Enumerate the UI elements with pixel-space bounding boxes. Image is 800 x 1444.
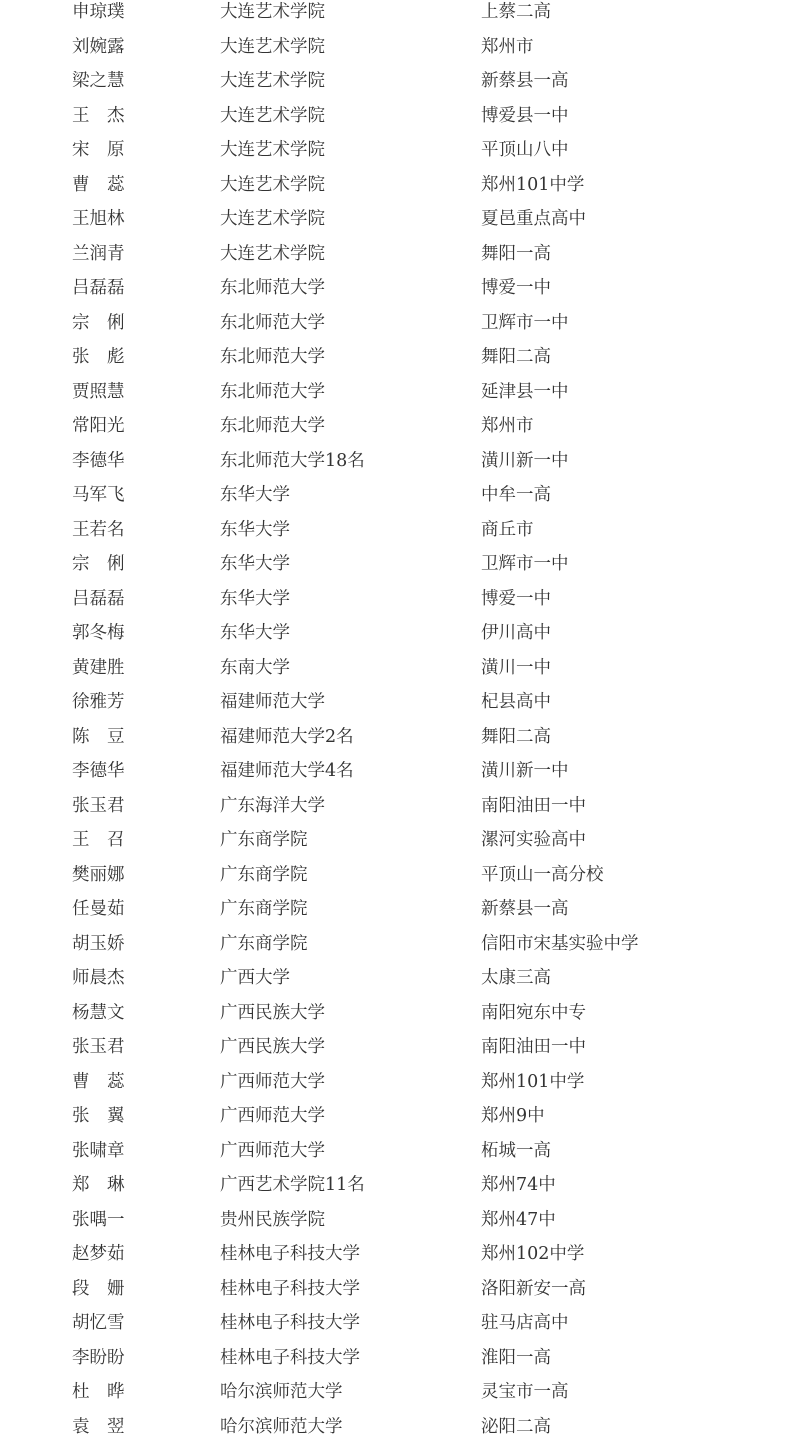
list-row bbox=[0, 651, 800, 686]
list-row bbox=[0, 1237, 800, 1272]
student-name: 郭冬梅 bbox=[72, 616, 125, 651]
university-name: 大连艺术学院 bbox=[220, 202, 325, 237]
university-name: 东华大学 bbox=[220, 513, 290, 548]
university-name: 广西师范大学 bbox=[220, 1065, 325, 1100]
university-name: 东南大学 bbox=[220, 651, 290, 686]
university-name: 东北师范大学 bbox=[220, 271, 325, 306]
student-name: 王 召 bbox=[72, 823, 125, 858]
student-name: 杨慧文 bbox=[72, 996, 125, 1031]
university-name: 哈尔滨师范大学 bbox=[220, 1410, 343, 1444]
high-school-name: 郑州市 bbox=[481, 409, 534, 444]
university-name: 广西民族大学 bbox=[220, 1030, 325, 1065]
list-row bbox=[0, 271, 800, 306]
high-school-name: 平顶山八中 bbox=[481, 133, 569, 168]
high-school-name: 新蔡县一高 bbox=[481, 64, 569, 99]
university-name: 大连艺术学院 bbox=[220, 99, 325, 134]
list-row bbox=[0, 99, 800, 134]
student-name: 王若名 bbox=[72, 513, 125, 548]
university-name: 广西大学 bbox=[220, 961, 290, 996]
high-school-name: 郑州74中 bbox=[481, 1168, 556, 1203]
university-name: 东北师范大学18名 bbox=[220, 444, 365, 479]
university-name: 桂林电子科技大学 bbox=[220, 1272, 360, 1307]
student-name: 赵梦茹 bbox=[72, 1237, 125, 1272]
high-school-name: 潢川一中 bbox=[481, 651, 551, 686]
university-name: 广西民族大学 bbox=[220, 996, 325, 1031]
student-name: 吕磊磊 bbox=[72, 582, 125, 617]
high-school-name: 太康三高 bbox=[481, 961, 551, 996]
university-name: 桂林电子科技大学 bbox=[220, 1341, 360, 1376]
list-row bbox=[0, 1410, 800, 1444]
list-row bbox=[0, 409, 800, 444]
high-school-name: 舞阳一高 bbox=[481, 237, 551, 272]
student-name: 曹 蕊 bbox=[72, 168, 125, 203]
student-name: 胡玉娇 bbox=[72, 927, 125, 962]
list-row bbox=[0, 1099, 800, 1134]
high-school-name: 中牟一高 bbox=[481, 478, 551, 513]
list-row bbox=[0, 1030, 800, 1065]
high-school-name: 伊川高中 bbox=[481, 616, 551, 651]
high-school-name: 驻马店高中 bbox=[481, 1306, 569, 1341]
university-name: 广东商学院 bbox=[220, 892, 308, 927]
high-school-name: 郑州9中 bbox=[481, 1099, 545, 1134]
student-name: 曹 蕊 bbox=[72, 1065, 125, 1100]
list-row bbox=[0, 547, 800, 582]
student-name: 杜 晔 bbox=[72, 1375, 125, 1410]
high-school-name: 郑州102中学 bbox=[481, 1237, 584, 1272]
list-row bbox=[0, 444, 800, 479]
high-school-name: 洛阳新安一高 bbox=[481, 1272, 586, 1307]
university-name: 东华大学 bbox=[220, 582, 290, 617]
high-school-name: 郑州市 bbox=[481, 30, 534, 65]
university-name: 福建师范大学2名 bbox=[220, 720, 354, 755]
university-name: 哈尔滨师范大学 bbox=[220, 1375, 343, 1410]
student-name: 宗 俐 bbox=[72, 306, 125, 341]
list-row bbox=[0, 30, 800, 65]
student-name: 段 姗 bbox=[72, 1272, 125, 1307]
university-name: 东北师范大学 bbox=[220, 340, 325, 375]
student-name: 郑 琳 bbox=[72, 1168, 125, 1203]
university-name: 广东海洋大学 bbox=[220, 789, 325, 824]
high-school-name: 卫辉市一中 bbox=[481, 306, 569, 341]
list-row bbox=[0, 1306, 800, 1341]
high-school-name: 漯河实验高中 bbox=[481, 823, 586, 858]
student-name: 吕磊磊 bbox=[72, 271, 125, 306]
student-name: 樊丽娜 bbox=[72, 858, 125, 893]
high-school-name: 郑州47中 bbox=[481, 1203, 556, 1238]
student-name: 李德华 bbox=[72, 754, 125, 789]
high-school-name: 郑州101中学 bbox=[481, 1065, 584, 1100]
student-name: 刘婉露 bbox=[72, 30, 125, 65]
high-school-name: 舞阳二高 bbox=[481, 340, 551, 375]
university-name: 广东商学院 bbox=[220, 858, 308, 893]
student-name: 张 彪 bbox=[72, 340, 125, 375]
list-row bbox=[0, 0, 800, 30]
student-name: 李德华 bbox=[72, 444, 125, 479]
high-school-name: 郑州101中学 bbox=[481, 168, 584, 203]
list-row bbox=[0, 996, 800, 1031]
list-row bbox=[0, 789, 800, 824]
list-row bbox=[0, 892, 800, 927]
university-name: 东华大学 bbox=[220, 547, 290, 582]
list-row bbox=[0, 823, 800, 858]
list-row bbox=[0, 478, 800, 513]
list-row bbox=[0, 927, 800, 962]
list-row bbox=[0, 306, 800, 341]
high-school-name: 信阳市宋基实验中学 bbox=[481, 927, 639, 962]
list-row bbox=[0, 1203, 800, 1238]
university-name: 福建师范大学4名 bbox=[220, 754, 354, 789]
list-row bbox=[0, 375, 800, 410]
list-row bbox=[0, 64, 800, 99]
university-name: 贵州民族学院 bbox=[220, 1203, 325, 1238]
student-name: 张喁一 bbox=[72, 1203, 125, 1238]
student-name: 胡忆雪 bbox=[72, 1306, 125, 1341]
university-name: 东北师范大学 bbox=[220, 306, 325, 341]
university-name: 大连艺术学院 bbox=[220, 30, 325, 65]
list-row bbox=[0, 616, 800, 651]
list-row bbox=[0, 858, 800, 893]
high-school-name: 博爱县一中 bbox=[481, 99, 569, 134]
high-school-name: 杞县高中 bbox=[481, 685, 551, 720]
high-school-name: 淮阳一高 bbox=[481, 1341, 551, 1376]
list-row bbox=[0, 133, 800, 168]
student-name: 张 翼 bbox=[72, 1099, 125, 1134]
student-name: 宗 俐 bbox=[72, 547, 125, 582]
university-name: 广东商学院 bbox=[220, 927, 308, 962]
high-school-name: 舞阳二高 bbox=[481, 720, 551, 755]
university-name: 东华大学 bbox=[220, 478, 290, 513]
high-school-name: 卫辉市一中 bbox=[481, 547, 569, 582]
student-name: 张玉君 bbox=[72, 1030, 125, 1065]
university-name: 大连艺术学院 bbox=[220, 133, 325, 168]
list-row bbox=[0, 237, 800, 272]
university-name: 东华大学 bbox=[220, 616, 290, 651]
student-name: 黄建胜 bbox=[72, 651, 125, 686]
high-school-name: 博爱一中 bbox=[481, 271, 551, 306]
student-name: 马军飞 bbox=[72, 478, 125, 513]
list-row bbox=[0, 202, 800, 237]
list-row bbox=[0, 340, 800, 375]
university-name: 大连艺术学院 bbox=[220, 168, 325, 203]
student-name: 常阳光 bbox=[72, 409, 125, 444]
high-school-name: 南阳宛东中专 bbox=[481, 996, 586, 1031]
list-row bbox=[0, 582, 800, 617]
student-name: 兰润青 bbox=[72, 237, 125, 272]
high-school-name: 潢川新一中 bbox=[481, 754, 569, 789]
university-name: 桂林电子科技大学 bbox=[220, 1306, 360, 1341]
list-row bbox=[0, 685, 800, 720]
list-row bbox=[0, 961, 800, 996]
student-name: 徐雅芳 bbox=[72, 685, 125, 720]
high-school-name: 南阳油田一中 bbox=[481, 789, 586, 824]
student-name: 李盼盼 bbox=[72, 1341, 125, 1376]
student-name: 任曼茹 bbox=[72, 892, 125, 927]
high-school-name: 上蔡二高 bbox=[481, 0, 551, 30]
university-name: 广西师范大学 bbox=[220, 1134, 325, 1169]
university-name: 东北师范大学 bbox=[220, 375, 325, 410]
student-name: 贾照慧 bbox=[72, 375, 125, 410]
list-row bbox=[0, 754, 800, 789]
high-school-name: 潢川新一中 bbox=[481, 444, 569, 479]
list-row bbox=[0, 1168, 800, 1203]
list-row bbox=[0, 1272, 800, 1307]
university-name: 大连艺术学院 bbox=[220, 64, 325, 99]
student-name: 袁 翌 bbox=[72, 1410, 125, 1444]
list-row bbox=[0, 1065, 800, 1100]
student-name: 申琼璞 bbox=[72, 0, 125, 30]
student-name: 宋 原 bbox=[72, 133, 125, 168]
high-school-name: 夏邑重点高中 bbox=[481, 202, 586, 237]
student-name: 王旭林 bbox=[72, 202, 125, 237]
list-row bbox=[0, 168, 800, 203]
student-name: 师晨杰 bbox=[72, 961, 125, 996]
high-school-name: 泌阳二高 bbox=[481, 1410, 551, 1444]
high-school-name: 延津县一中 bbox=[481, 375, 569, 410]
student-name: 张啸章 bbox=[72, 1134, 125, 1169]
high-school-name: 平顶山一高分校 bbox=[481, 858, 604, 893]
list-row bbox=[0, 1134, 800, 1169]
list-row bbox=[0, 1341, 800, 1376]
list-row bbox=[0, 513, 800, 548]
high-school-name: 商丘市 bbox=[481, 513, 534, 548]
student-name: 王 杰 bbox=[72, 99, 125, 134]
high-school-name: 南阳油田一中 bbox=[481, 1030, 586, 1065]
university-name: 大连艺术学院 bbox=[220, 237, 325, 272]
high-school-name: 灵宝市一高 bbox=[481, 1375, 569, 1410]
student-name: 张玉君 bbox=[72, 789, 125, 824]
university-name: 广西师范大学 bbox=[220, 1099, 325, 1134]
high-school-name: 柘城一高 bbox=[481, 1134, 551, 1169]
university-name: 东北师范大学 bbox=[220, 409, 325, 444]
student-name: 梁之慧 bbox=[72, 64, 125, 99]
list-row bbox=[0, 1375, 800, 1410]
university-name: 广西艺术学院11名 bbox=[220, 1168, 365, 1203]
university-name: 福建师范大学 bbox=[220, 685, 325, 720]
university-name: 桂林电子科技大学 bbox=[220, 1237, 360, 1272]
university-name: 大连艺术学院 bbox=[220, 0, 325, 30]
list-row bbox=[0, 720, 800, 755]
student-name: 陈 豆 bbox=[72, 720, 125, 755]
university-name: 广东商学院 bbox=[220, 823, 308, 858]
high-school-name: 新蔡县一高 bbox=[481, 892, 569, 927]
high-school-name: 博爱一中 bbox=[481, 582, 551, 617]
